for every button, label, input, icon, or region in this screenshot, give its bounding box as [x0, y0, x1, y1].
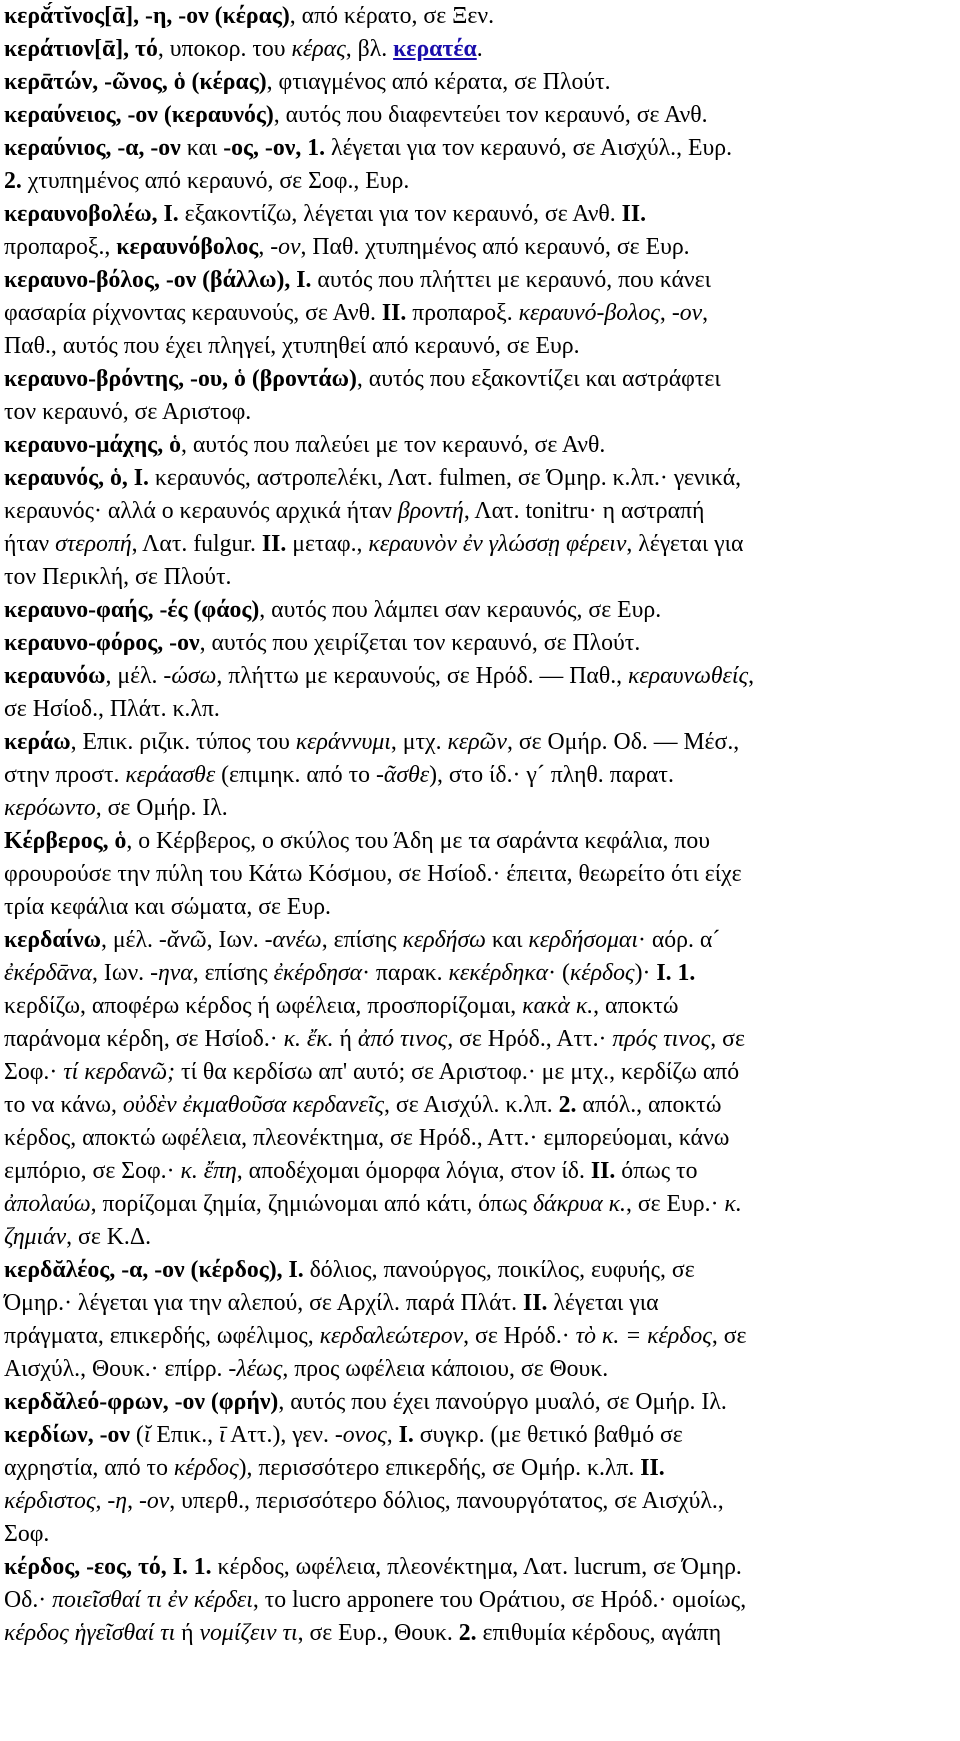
italic-text: ῑ — [219, 1422, 226, 1448]
entry-line — [4, 1122, 954, 1155]
definition-text: το να κάνω, — [4, 1092, 123, 1118]
entry-line — [4, 495, 954, 528]
entry-line — [4, 462, 954, 495]
entry-line — [4, 1254, 954, 1287]
italic-text: κεράασθε — [125, 762, 216, 788]
definition-text: κερδίζω, αποφέρω κέρδος ή ωφέλεια, προσπορίζομαι, — [4, 993, 523, 1019]
entry-line — [4, 1452, 954, 1485]
headword: 2. — [458, 1620, 477, 1646]
italic-text: κακὰ κ. — [522, 993, 594, 1019]
definition-text: , μέλ. — [105, 663, 164, 689]
italic-text: κ. ἔπη — [180, 1158, 237, 1184]
entry-line — [4, 1287, 954, 1320]
definition-text: , ο Κέρβερος, ο σκύλος του Άδη με τα σαράντα κεφάλια, που — [126, 828, 710, 854]
definition-text: , φτιαγμένος από κέρατα, σε Πλούτ. — [266, 69, 611, 95]
italic-text: κερῶν — [447, 729, 507, 755]
entry-line — [4, 660, 954, 693]
entry-line — [4, 858, 954, 891]
definition-text: στην προστ. — [4, 762, 126, 788]
definition-text: λέγεται για τον κεραυνό, σε Αισχύλ., Ευρ. — [325, 135, 733, 161]
italic-text: -ηνα — [150, 960, 193, 986]
definition-text: , αυτός που λάμπει σαν κεραυνός, σε Ευρ. — [259, 597, 662, 623]
italic-text: κερδαλεώτερον — [319, 1323, 464, 1349]
definition-text: , αυτός που εξακοντίζει και αστράφτει — [356, 366, 721, 392]
headword: II. — [621, 201, 647, 227]
italic-text: ποιεῖσθαί τι ἐν κέρδει — [52, 1587, 253, 1613]
definition-text: Παθ., αυτός που έχει πληγεί, χτυπηθεί από κεραυνό, σε Ευρ. — [4, 333, 580, 359]
definition-text: , επίσης — [321, 927, 403, 953]
definition-text: και — [485, 927, 529, 953]
definition-text: , — [659, 300, 672, 326]
definition-text: , αποκτώ — [593, 993, 679, 1019]
definition-text: Αττ.), γεν. — [225, 1422, 335, 1448]
headword: II. — [523, 1290, 548, 1316]
entry-line — [4, 1584, 954, 1617]
headword: 2. — [4, 168, 22, 194]
entry-line — [4, 132, 954, 165]
definition-text: , Λατ. tonitru· η αστραπή — [463, 498, 705, 524]
dictionary-entries — [4, 0, 956, 1650]
entry-line — [4, 1551, 954, 1584]
definition-text: ήταν — [4, 531, 56, 557]
entry-line — [4, 1221, 954, 1254]
definition-text: , αυτός που παλεύει με τον κεραυνό, σε Ανθ. — [180, 432, 606, 458]
italic-text: -ον — [671, 300, 703, 326]
definition-text: ( — [129, 1422, 144, 1448]
entry-line — [4, 759, 954, 792]
italic-text: τὸ κ. = κέρδος — [575, 1323, 712, 1349]
italic-text: βροντή — [397, 498, 464, 524]
definition-text: Αισχύλ., Θουκ.· επίρρ. — [4, 1356, 229, 1382]
headword: κεραυνο-φόρος, -ον — [4, 630, 200, 656]
italic-text: κ. — [724, 1191, 742, 1217]
italic-text: κεραυνό-βολος — [518, 300, 660, 326]
definition-text: )· — [634, 960, 657, 986]
entry-line — [4, 1485, 954, 1518]
definition-text: κέρδος, αποκτώ ωφέλεια, πλεονέκτημα, σε Ηρόδ., Αττ.· εμπορεύομαι, κάνω — [4, 1125, 730, 1151]
definition-text: , σε Ευρ.· — [625, 1191, 725, 1217]
italic-text: -ονος — [334, 1422, 387, 1448]
entry-line — [4, 627, 954, 660]
definition-text: όπως το — [615, 1158, 698, 1184]
italic-text: κεραυνωθείς — [628, 663, 749, 689]
definition-text: . — [476, 36, 483, 62]
definition-text: φασαρία ρίχνοντας κεραυνούς, σε Ανθ. — [4, 300, 382, 326]
headword: II. — [590, 1158, 616, 1184]
definition-text: κεραυνός· αλλά ο κεραυνός αρχικά ήταν — [4, 498, 398, 524]
entry-line — [4, 330, 954, 363]
entry-line — [4, 33, 954, 66]
definition-text: Όμηρ.· λέγεται για την αλεπού, σε Αρχίλ. παρά Πλάτ. — [4, 1290, 524, 1316]
definition-text: συγκρ. (με θετικό βαθμό σε — [413, 1422, 683, 1448]
headword: II. — [640, 1455, 665, 1481]
entry-line — [4, 1089, 954, 1122]
definition-text: , σε Κ.Δ. — [66, 1224, 152, 1250]
headword: κεραύνιος, -α, -ον — [4, 135, 181, 161]
entry-line — [4, 1320, 954, 1353]
italic-text: οὐδὲν ἐκμαθοῦσα κερδανεῖς — [122, 1092, 385, 1118]
definition-text: , Παθ. χτυπημένος από κεραυνό, σε Ευρ. — [300, 234, 690, 260]
entry-line — [4, 1419, 954, 1452]
definition-text: τον κεραυνό, σε Αριστοφ. — [4, 399, 252, 425]
headword: κεράω — [4, 729, 71, 755]
definition-text: , πορίζομαι ζημία, ζημιώνομαι από κάτι, όπως — [90, 1191, 533, 1217]
definition-text: ), στο ίδ.· γ´ πληθ. παρατ. — [429, 762, 674, 788]
definition-text: πράγματα, επικερδής, ωφέλιμος, — [4, 1323, 320, 1349]
definition-text: · αόρ. α´ — [637, 927, 721, 953]
headword: -ος, -ον, 1. — [223, 135, 326, 161]
headword: κεραυνός, ὁ, I. — [4, 465, 149, 491]
cross-reference-link[interactable]: κερατέα — [393, 36, 477, 62]
headword: κεραυνο-βρόντης, -ου, ὁ (βροντάω) — [4, 366, 357, 392]
italic-text: -ώσω — [163, 663, 217, 689]
headword: κεραυνο-μάχης, ὁ — [4, 432, 181, 458]
italic-text: -ᾰνῶ — [158, 927, 207, 953]
italic-text: ῐ — [143, 1422, 151, 1448]
italic-text: δάκρυα κ. — [532, 1191, 626, 1217]
definition-text: Οδ.· — [4, 1587, 53, 1613]
entry-line — [4, 297, 954, 330]
italic-text: πρός τινος — [612, 1026, 711, 1052]
italic-text: -λέως — [228, 1356, 283, 1382]
italic-text: τί κερδανῶ; — [63, 1059, 176, 1085]
entry-line — [4, 1386, 954, 1419]
headword: 2. — [558, 1092, 577, 1118]
italic-text: -η — [107, 1488, 128, 1514]
definition-text: , προς ωφέλεια κάποιου, σε Θουκ. — [282, 1356, 609, 1382]
italic-text: κερδήσομαι — [528, 927, 638, 953]
definition-text: επιθυμία κέρδους, αγάπη — [476, 1620, 722, 1646]
entry-line — [4, 1056, 954, 1089]
entry-line — [4, 99, 954, 132]
definition-text: , σε Ομήρ. Οδ. ― Μέσ., — [506, 729, 740, 755]
definition-text: , σε Ηρόδ., Αττ.· — [447, 1026, 613, 1052]
definition-text: εξακοντίζω, λέγεται για τον κεραυνό, σε Ανθ. — [178, 201, 622, 227]
definition-text: Σοφ.· — [4, 1059, 64, 1085]
entry-line — [4, 363, 954, 396]
definition-text: , επίσης — [192, 960, 274, 986]
italic-text: νομίζειν τι — [199, 1620, 298, 1646]
entry-line — [4, 264, 954, 297]
definition-text: , Επικ. ριζικ. τύπος του — [70, 729, 296, 755]
definition-text: , βλ. — [345, 36, 394, 62]
headword: κεραυνοβολέω, I. — [4, 201, 179, 227]
definition-text: τί θα κερδίσω απ' αυτό; σε Αριστοφ.· με μτχ., κερδίζω από — [175, 1059, 740, 1085]
headword: κερᾱτών, -ῶνος, ὁ (κέρας) — [4, 69, 267, 95]
definition-text: Επικ., — [150, 1422, 220, 1448]
italic-text: ἐκέρδησα — [273, 960, 363, 986]
definition-text: , πλήττω με κεραυνούς, σε Ηρόδ. ― Παθ., — [216, 663, 629, 689]
definition-text: προπαροξ., — [4, 234, 117, 260]
definition-text: ), περισσότερο επικερδής, σε Ομήρ. κ.λπ. — [238, 1455, 641, 1481]
definition-text: , σε Ομήρ. Ιλ. — [95, 795, 228, 821]
definition-text: , αυτός που έχει πανούργο μυαλό, σε Ομήρ. Ιλ. — [278, 1389, 727, 1415]
definition-text: , μέλ. — [100, 927, 159, 953]
definition-text: , — [258, 234, 271, 260]
entry-line — [4, 891, 954, 924]
definition-text: , σε — [711, 1323, 747, 1349]
definition-text: και — [180, 135, 224, 161]
definition-text: τον Περικλή, σε Πλούτ. — [4, 564, 232, 590]
definition-text: , αυτός που χειρίζεται τον κεραυνό, σε Πλούτ. — [199, 630, 641, 656]
definition-text: , Λατ. fulgur. — [131, 531, 262, 557]
definition-text: (επιμηκ. από το — [215, 762, 376, 788]
headword: κεραυνο-φαής, -ές (φάος) — [4, 597, 260, 623]
headword: κερδαίνω — [4, 927, 101, 953]
definition-text: , Ιων. — [92, 960, 151, 986]
italic-text: κέρας — [291, 36, 346, 62]
definition-text: , σε — [710, 1026, 745, 1052]
italic-text: κεράννυμι — [295, 729, 391, 755]
italic-text: -ον — [138, 1488, 170, 1514]
italic-text: κ. ἔκ. — [283, 1026, 334, 1052]
definition-text: , — [702, 300, 709, 326]
headword: II. — [261, 531, 287, 557]
definition-text: , — [386, 1422, 399, 1448]
entry-line — [4, 594, 954, 627]
definition-text: , — [748, 663, 755, 689]
definition-text: λέγεται για — [547, 1290, 659, 1316]
headword: κεράτιον[ᾱ], τό — [4, 36, 158, 62]
entry-line — [4, 198, 954, 231]
headword: κερδίων, -ον — [4, 1422, 130, 1448]
headword: κερδᾰλέος, -α, -ον (κέρδος), I. — [4, 1257, 304, 1283]
italic-text: -ον — [270, 234, 301, 260]
definition-text: , αποδέχομαι όμορφα λόγια, στον ίδ. — [236, 1158, 591, 1184]
italic-text: κέρδος — [569, 960, 635, 986]
entry-line — [4, 792, 954, 825]
headword: Κέρβερος, ὁ — [4, 828, 127, 854]
entry-line — [4, 66, 954, 99]
entry-line — [4, 165, 954, 198]
headword: κεραυνο-βόλος, -ον (βάλλω), I. — [4, 267, 312, 293]
entry-line — [4, 990, 954, 1023]
entry-line — [4, 957, 954, 990]
headword: I. 1. — [656, 960, 696, 986]
entry-line — [4, 528, 954, 561]
italic-text: στεροπή — [55, 531, 132, 557]
definition-text: , αυτός που διαφεντεύει τον κεραυνό, σε Ανθ. — [273, 102, 708, 128]
entry-line — [4, 0, 954, 33]
definition-text: , σε Αισχύλ. κ.λπ. — [384, 1092, 559, 1118]
entry-line — [4, 429, 954, 462]
definition-text: ή — [175, 1620, 200, 1646]
definition-text: σε Ησίοδ., Πλάτ. κ.λπ. — [4, 696, 220, 722]
entry-line — [4, 1155, 954, 1188]
entry-line — [4, 561, 954, 594]
definition-text: , σε Ηρόδ.· — [463, 1323, 576, 1349]
entry-line — [4, 924, 954, 957]
italic-text: ἀπό τινος — [357, 1026, 448, 1052]
entry-line — [4, 1617, 954, 1650]
definition-text: , από κέρατο, σε Ξεν. — [289, 3, 495, 29]
headword: κεραυνόω — [4, 663, 106, 689]
definition-text: αυτός που πλήττει με κεραυνό, που κάνει — [311, 267, 711, 293]
italic-text: κεραυνὸν ἐν γλώσσῃ φέρειν — [368, 531, 627, 557]
definition-text: Σοφ. — [4, 1521, 50, 1547]
headword: κερᾰ́τῐνος[ᾱ], -η, -ον (κέρας) — [4, 3, 290, 29]
definition-text: κέρδος, ωφέλεια, πλεονέκτημα, Λατ. lucrum, σε Όμηρ. — [211, 1554, 742, 1580]
definition-text: , Ιων. — [206, 927, 265, 953]
italic-text: κέρδιστος — [4, 1488, 96, 1514]
italic-text: κεκέρδηκα — [448, 960, 549, 986]
headword: I. — [398, 1422, 414, 1448]
definition-text: χτυπημένος από κεραυνό, σε Σοφ., Ευρ. — [21, 168, 410, 194]
definition-text: , — [95, 1488, 108, 1514]
definition-text: , μτχ. — [390, 729, 448, 755]
definition-text: φρουρούσε την πύλη του Κάτω Κόσμου, σε Ησίοδ.· έπειτα, θεωρείτο ότι είχε — [4, 861, 742, 887]
definition-text: , το lucro apponere του Οράτιου, σε Ηρόδ.· ομοίως, — [252, 1587, 747, 1613]
italic-text: κέρδος ἡγεῖσθαί τι — [4, 1620, 176, 1646]
definition-text: , υποκορ. του — [157, 36, 292, 62]
headword: II. — [381, 300, 407, 326]
italic-text: κερόωντο — [4, 795, 96, 821]
italic-text: -ᾶσθε — [375, 762, 430, 788]
entry-line — [4, 1518, 954, 1551]
entry-line — [4, 693, 954, 726]
entry-line — [4, 1353, 954, 1386]
entry-line — [4, 1188, 954, 1221]
entry-line — [4, 825, 954, 858]
definition-text: · παρακ. — [362, 960, 449, 986]
entry-line — [4, 231, 954, 264]
definition-text: , σε Ευρ., Θουκ. — [297, 1620, 459, 1646]
definition-text: απόλ., αποκτώ — [576, 1092, 722, 1118]
italic-text: ἐκέρδᾱνα — [4, 960, 93, 986]
definition-text: , — [127, 1488, 139, 1514]
definition-text: αχρηστία, από το — [4, 1455, 174, 1481]
entry-line — [4, 1023, 954, 1056]
definition-text: δόλιος, πανούργος, ποικίλος, ευφυής, σε — [303, 1257, 695, 1283]
headword: κεραύνειος, -ον (κεραυνός) — [4, 102, 274, 128]
italic-text: κέρδος — [173, 1455, 239, 1481]
definition-text: μεταφ., — [286, 531, 369, 557]
definition-text: ή — [333, 1026, 358, 1052]
entry-line — [4, 396, 954, 429]
italic-text: ζημιάν — [4, 1224, 67, 1250]
entry-line — [4, 726, 954, 759]
definition-text: εμπόριο, σε Σοφ.· — [4, 1158, 181, 1184]
headword: κερδᾰλεό-φρων, -ον (φρήν) — [4, 1389, 279, 1415]
italic-text: κερδήσω — [402, 927, 486, 953]
headword: κέρδος, -εος, τό, I. 1. — [4, 1554, 212, 1580]
definition-text: , λέγεται για — [626, 531, 744, 557]
definition-text: , υπερθ., περισσότερο δόλιος, πανουργότατος, σε Αισχύλ., — [169, 1488, 724, 1514]
headword: κεραυνόβολος — [116, 234, 259, 260]
italic-text: ἀπολαύω — [4, 1191, 91, 1217]
definition-text: τρία κεφάλια και σώματα, σε Ευρ. — [4, 894, 331, 920]
italic-text: -ανέω — [264, 927, 322, 953]
definition-text: προπαροξ. — [406, 300, 519, 326]
definition-text: κεραυνός, αστροπελέκι, Λατ. fulmen, σε Όμηρ. κ.λπ.· γενικά, — [148, 465, 742, 491]
definition-text: παράνομα κέρδη, σε Ησίοδ.· — [4, 1026, 284, 1052]
definition-text: · ( — [548, 960, 570, 986]
